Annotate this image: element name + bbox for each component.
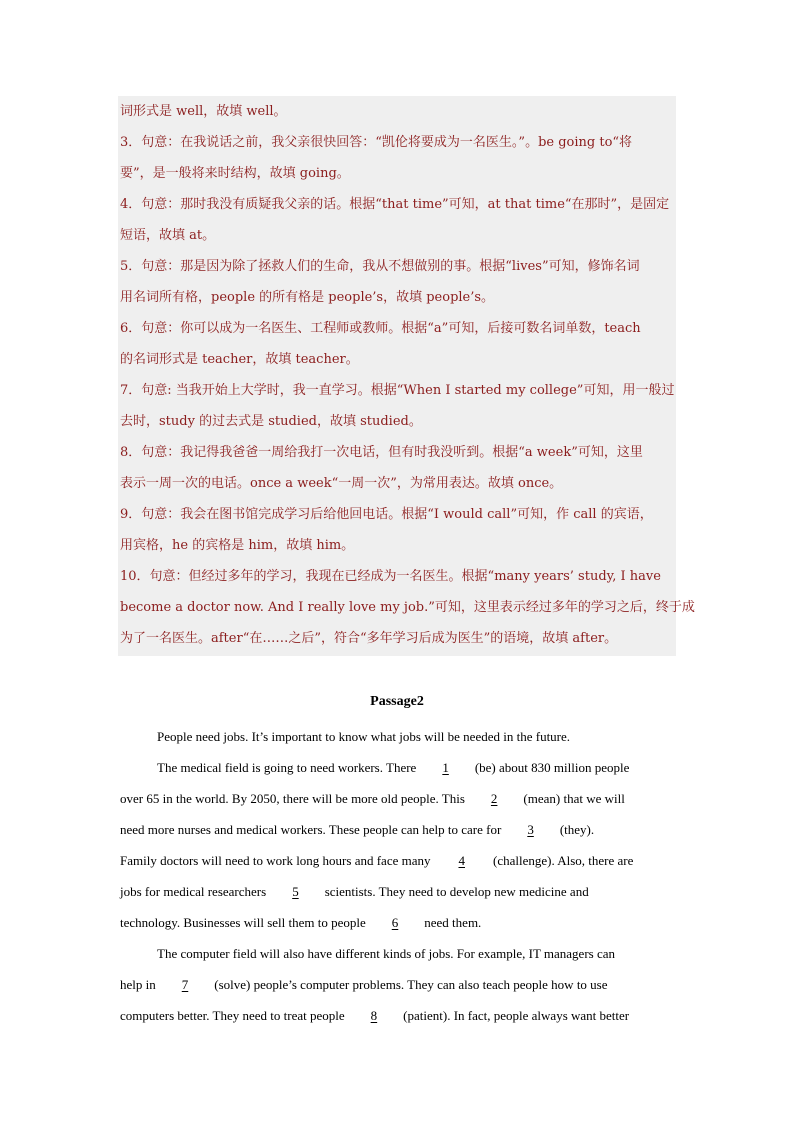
passage-text: Family doctors will need to work long hours and face many (120, 853, 434, 868)
passage-text: (patient). In fact, people always want better (399, 1008, 630, 1023)
passage-title: Passage2 (370, 694, 424, 709)
passage-line (120, 783, 675, 814)
passage-text: scientists. They need to develop new medicine and (321, 884, 589, 899)
blank-1[interactable]: 1 (442, 760, 449, 775)
answer-line: 短语，故填 at。 (120, 228, 216, 243)
answer-line: 的名词形式是 teacher，故填 teacher。 (120, 352, 359, 367)
passage-text: (be) about 830 million people (471, 760, 630, 775)
passage-line (120, 969, 675, 1000)
answer-line: 5．句意：那是因为除了拯救人们的生命，我从不想做别的事。根据“lives”可知，修饰名词 (120, 259, 640, 274)
passage-text: computers better. They need to treat people (120, 1008, 348, 1023)
passage-text: The computer field will also have different kinds of jobs. For example, IT managers can (157, 946, 615, 961)
answer-line: 8．句意：我记得我爸爸一周给我打一次电话，但有时我没听到。根据“a week”可知，这里 (120, 445, 643, 460)
blank-3[interactable]: 3 (527, 822, 534, 837)
answer-line: 4．句意：那时我没有质疑我父亲的话。根据“that time”可知，at that time“在那时”，是固定 (120, 197, 670, 212)
passage-line (120, 1000, 675, 1031)
passage-text: need more nurses and medical workers. These people can help to care for (120, 822, 505, 837)
passage-body (120, 721, 675, 1031)
passage-text: over 65 in the world. By 2050, there will be more old people. This (120, 791, 469, 806)
blank-8[interactable]: 8 (370, 1008, 378, 1023)
answer-line: 7．句意: 当我开始上大学时，我一直学习。根据“When I started my college”可知，用一般过 (120, 383, 675, 398)
passage-line (120, 814, 675, 845)
answer-line: 为了一名医生。after“在……之后”，符合“多年学习后成为医生”的语境，故填 after。 (120, 631, 618, 646)
passage-text: People need jobs. It’s important to know what jobs will be needed in the future. (157, 729, 571, 744)
blank-2[interactable]: 2 (490, 791, 498, 806)
blank-4[interactable]: 4 (458, 853, 465, 868)
passage-text: (mean) that we will (520, 791, 625, 806)
answer-line: 用宾格，he 的宾格是 him，故填 him。 (120, 538, 355, 553)
passage-text: jobs for medical researchers (120, 884, 270, 899)
passage-text: (solve) people’s computer problems. They can also teach people how to use (211, 977, 608, 992)
passage-text: technology. Businesses will sell them to people (120, 915, 370, 930)
blank-6[interactable]: 6 (391, 915, 399, 930)
passage-line (120, 876, 675, 907)
answer-line: 9．句意：我会在图书馆完成学习后给他回电话。根据“I would call”可知，作 call 的宾语， (120, 507, 653, 522)
passage-line (120, 938, 675, 969)
answer-line: 用名词所有格，people 的所有格是 people’s，故填 people’s。 (120, 290, 495, 305)
passage-text: help in (120, 977, 159, 992)
answer-line: 6．句意：你可以成为一名医生、工程师或教师。根据“a”可知，后接可数名词单数，teach (120, 321, 641, 336)
answer-explanations (118, 96, 695, 656)
answer-line: 词形式是 well，故填 well。 (120, 104, 287, 119)
passage-text: (challenge). Also, there are (489, 853, 634, 868)
passage-line (120, 845, 675, 876)
passage-text: The medical field is going to need workers. There (157, 760, 420, 775)
passage-line (120, 752, 675, 783)
passage-text: (they). (556, 822, 595, 837)
answer-line: 要”，是一般将来时结构，故填 going。 (120, 166, 350, 181)
answer-line: 表示一周一次的电话。once a week“一周一次”，为常用表达。故填 once。 (120, 476, 563, 491)
blank-7[interactable]: 7 (181, 977, 189, 992)
answer-line: become a doctor now. And I really love my job.”可知，这里表示经过多年的学习之后，终于成 (120, 600, 695, 615)
blank-5[interactable]: 5 (292, 884, 299, 899)
passage-line (120, 721, 675, 752)
answer-line: 3．句意：在我说话之前，我父亲很快回答：“凯伦将要成为一名医生。”。be going to“将 (120, 135, 633, 150)
passage-text: need them. (421, 915, 482, 930)
answer-line: 去时，study 的过去式是 studied，故填 studied。 (120, 414, 422, 429)
answer-line: 10．句意：但经过多年的学习，我现在已经成为一名医生。根据“many years’ study, I have (120, 569, 661, 584)
passage-line (120, 907, 675, 938)
